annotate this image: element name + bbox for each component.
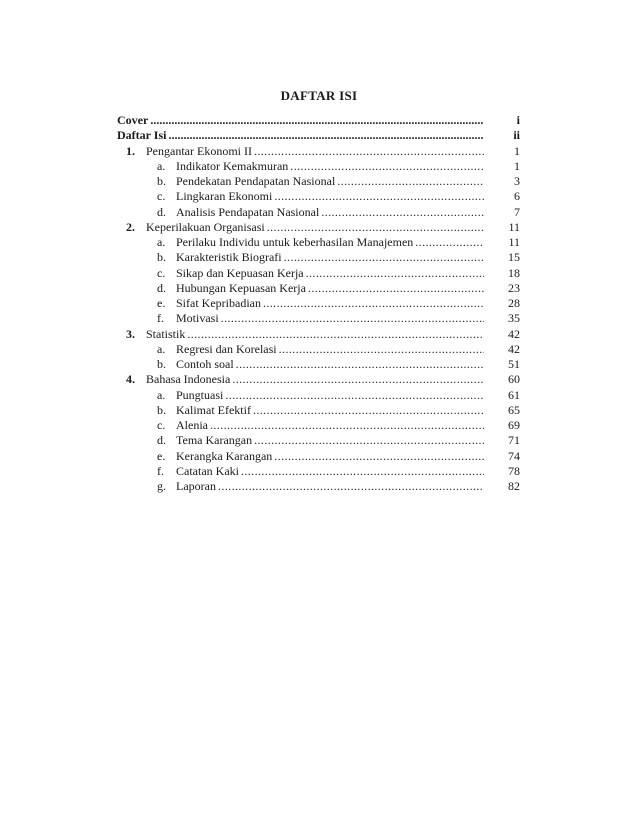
toc-entry-number: c.: [157, 418, 166, 432]
toc-section-entry[interactable]: [117, 281, 520, 296]
toc-entry-number: b.: [157, 402, 166, 417]
toc-entry-label: Analisis Pendapatan Nasional: [176, 204, 320, 219]
dot-leader: [241, 464, 484, 479]
dot-leader: [337, 174, 484, 189]
toc-page-number: 1: [514, 143, 520, 158]
toc-entry-number: a.: [157, 235, 166, 249]
toc-entry-label: Pengantar Ekonomi II: [146, 143, 252, 158]
toc-entry-number: d.: [157, 433, 166, 448]
toc-entry-number: a.: [157, 158, 166, 173]
dot-leader: [254, 433, 484, 448]
dot-leader: [187, 327, 484, 342]
toc-section-entry[interactable]: [117, 296, 520, 311]
toc-entry-number: e.: [157, 296, 166, 310]
toc-section-entry[interactable]: [117, 235, 520, 250]
toc-entry-label: Pungtuasi: [176, 387, 224, 402]
dot-leader: [254, 144, 484, 159]
toc-section-entry[interactable]: [117, 250, 520, 265]
toc-section-entry[interactable]: [117, 174, 520, 189]
dot-leader: [150, 113, 484, 128]
toc-section-entry[interactable]: [117, 433, 520, 448]
toc-entry-label: Cover: [117, 113, 149, 127]
toc-page-number: 65: [508, 402, 520, 417]
toc-page-number: 28: [508, 296, 520, 310]
dot-leader: [225, 388, 484, 403]
toc-entry-number: 3.: [126, 326, 135, 341]
toc-entry-number: a.: [157, 387, 166, 402]
toc-page-number: 71: [508, 433, 520, 448]
toc-section-entry[interactable]: [117, 205, 520, 220]
dot-leader: [284, 250, 484, 265]
toc-page-number: i: [516, 113, 520, 127]
toc-page-number: 3: [514, 174, 520, 188]
toc-entry-number: e.: [157, 448, 166, 463]
dot-leader: [263, 296, 484, 311]
dot-leader: [267, 220, 484, 235]
toc-section-entry[interactable]: [117, 311, 520, 326]
dot-leader: [279, 342, 484, 357]
toc-entry-daftar-isi[interactable]: [117, 128, 520, 143]
toc-page-number: 23: [508, 280, 520, 295]
toc-section-entry[interactable]: [117, 464, 520, 479]
dot-leader: [218, 479, 484, 494]
toc-entry-number: d.: [157, 280, 166, 295]
toc-entry-label: Keperilakuan Organisasi: [146, 219, 265, 234]
toc-entry-label: Sifat Kepribadian: [176, 296, 261, 310]
toc-entry-cover[interactable]: [117, 113, 520, 128]
dot-leader: [290, 159, 484, 174]
toc-section-entry[interactable]: [117, 189, 520, 204]
toc-page-number: 11: [508, 219, 520, 234]
toc-page-number: 1: [514, 158, 520, 173]
dot-leader: [232, 372, 484, 387]
toc-entry-number: b.: [157, 357, 166, 371]
toc-entry-number: f.: [157, 463, 164, 478]
toc-page-number: 60: [508, 372, 520, 387]
dot-leader: [274, 449, 484, 464]
dot-leader: [274, 189, 484, 204]
toc-entry-label: Pendekatan Pendapatan Nasional: [176, 174, 336, 188]
toc-entry-label: Kalimat Efektif: [176, 402, 251, 417]
toc-section-entry[interactable]: [117, 388, 520, 403]
toc-chapter-entry[interactable]: [117, 327, 520, 342]
toc-entry-number: g.: [157, 479, 166, 493]
toc-entry-number: c.: [157, 189, 166, 204]
toc-entry-label: Indikator Kemakmuran: [176, 158, 289, 173]
toc-section-entry[interactable]: [117, 403, 520, 418]
toc-page-number: 61: [508, 387, 520, 402]
toc-page-number: 82: [508, 479, 520, 493]
toc-chapter-entry[interactable]: [117, 372, 520, 387]
toc-page-number: ii: [513, 128, 520, 143]
toc-page-number: 78: [508, 463, 520, 478]
toc-entry-number: 2.: [126, 219, 135, 234]
toc-page-number: 15: [508, 250, 520, 265]
dot-leader: [168, 128, 484, 143]
toc-entry-label: Alenia: [176, 418, 208, 432]
toc-page-number: 6: [514, 189, 520, 204]
toc-entry-label: Catatan Kaki: [176, 463, 239, 478]
table-of-contents: [117, 113, 520, 494]
dot-leader: [210, 418, 484, 433]
dot-leader: [415, 235, 484, 250]
toc-entry-label: Perilaku Individu untuk keberhasilan Manajemen: [176, 235, 414, 249]
toc-entry-number: a.: [157, 341, 166, 356]
toc-entry-label: Daftar Isi: [117, 128, 167, 143]
toc-section-entry[interactable]: [117, 342, 520, 357]
toc-entry-number: d.: [157, 204, 166, 219]
chapter-list: [117, 144, 520, 495]
dot-leader: [221, 311, 484, 326]
toc-section-entry[interactable]: [117, 449, 520, 464]
toc-entry-label: Laporan: [176, 479, 216, 493]
toc-chapter-entry[interactable]: [117, 220, 520, 235]
toc-entry-label: Statistik: [146, 326, 186, 341]
dot-leader: [321, 205, 484, 220]
toc-section-entry[interactable]: [117, 479, 520, 494]
toc-entry-label: Karakteristik Biografi: [176, 250, 282, 265]
toc-entry-number: 4.: [126, 372, 135, 387]
toc-page-number: 42: [508, 341, 520, 356]
dot-leader: [306, 266, 484, 281]
toc-entry-number: 1.: [126, 143, 135, 158]
toc-entry-number: c.: [157, 265, 166, 280]
toc-entry-label: Hubungan Kepuasan Kerja: [176, 280, 306, 295]
toc-page-number: 51: [508, 357, 520, 371]
toc-entry-number: b.: [157, 174, 166, 188]
toc-section-entry[interactable]: [117, 159, 520, 174]
dot-leader: [253, 403, 484, 418]
dot-leader: [236, 357, 484, 372]
toc-entry-label: Bahasa Indonesia: [146, 372, 231, 387]
toc-entry-label: Motivasi: [176, 311, 219, 326]
toc-section-entry[interactable]: [117, 266, 520, 281]
toc-entry-label: Contoh soal: [176, 357, 234, 371]
toc-section-entry[interactable]: [117, 357, 520, 372]
toc-page-number: 69: [508, 418, 520, 432]
toc-page-number: 35: [508, 311, 520, 326]
toc-entry-label: Lingkaran Ekonomi: [176, 189, 273, 204]
toc-section-entry[interactable]: [117, 418, 520, 433]
toc-page-number: 42: [508, 326, 520, 341]
toc-page-number: 18: [508, 265, 520, 280]
toc-entry-label: Sikap dan Kepuasan Kerja: [176, 265, 304, 280]
toc-entry-number: f.: [157, 311, 164, 326]
dot-leader: [308, 281, 484, 296]
toc-chapter-entry[interactable]: [117, 144, 520, 159]
toc-entry-label: Kerangka Karangan: [176, 448, 273, 463]
toc-page-number: 74: [508, 448, 520, 463]
toc-page-number: 7: [514, 204, 520, 219]
page-title: DAFTAR ISI: [280, 88, 358, 103]
toc-entry-label: Regresi dan Korelasi: [176, 341, 277, 356]
toc-page-number: 11: [508, 235, 520, 249]
toc-entry-number: b.: [157, 250, 166, 265]
toc-entry-label: Tema Karangan: [176, 433, 253, 448]
